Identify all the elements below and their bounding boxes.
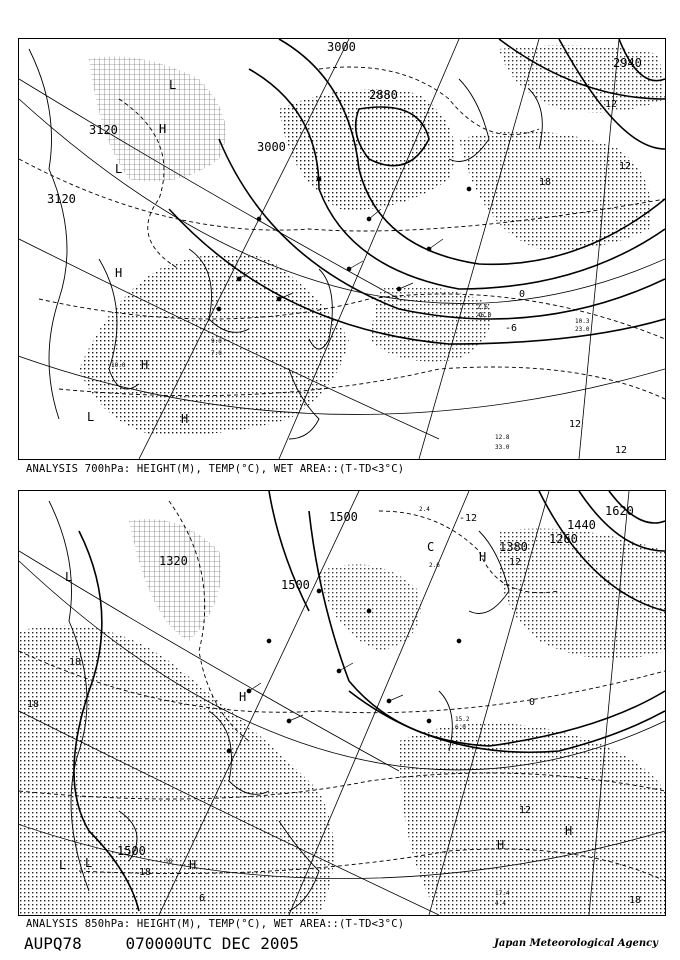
high-center: H [479, 550, 487, 564]
temp-label: 12 [519, 805, 532, 816]
svg-text:12.8: 12.8 [495, 434, 510, 441]
low-center: L [59, 858, 67, 872]
height-label: 2940 [613, 56, 642, 70]
high-center: H [189, 858, 197, 872]
temp-label: 0 [519, 289, 526, 300]
agency-name: Japan Meteorological Agency [494, 938, 658, 949]
chart-footer [24, 934, 299, 953]
height-label: 3000 [327, 40, 356, 54]
high-center: H [239, 690, 247, 704]
svg-text:18: 18 [165, 858, 173, 865]
svg-text:2.6: 2.6 [477, 304, 488, 311]
temp-label: 12 [615, 445, 628, 456]
low-center: L [115, 162, 123, 176]
svg-text:33.0: 33.0 [495, 444, 510, 451]
high-center: H [565, 824, 573, 838]
terrain-hatch [129, 519, 221, 641]
valid-time: 070000UTC DEC 2005 [125, 934, 299, 953]
svg-text:46.0: 46.0 [477, 312, 492, 319]
svg-text:15.2: 15.2 [455, 716, 470, 723]
high-center: H [159, 122, 167, 136]
temp-label: 18 [69, 657, 82, 668]
temp-label: 0 [529, 697, 536, 708]
temp-label: 18 [139, 867, 152, 878]
temp-label: 18 [629, 895, 642, 906]
low-center: L [169, 78, 177, 92]
svg-text:2.4: 2.4 [419, 506, 430, 513]
chart-panel-700hpa [18, 38, 666, 460]
svg-text:7.0: 7.0 [211, 350, 222, 357]
cold-center: C [427, 540, 435, 554]
height-label: 2880 [369, 88, 398, 102]
high-center: H [115, 266, 123, 280]
svg-text:4.4: 4.4 [495, 900, 506, 907]
high-center: H [141, 358, 149, 372]
height-label: 1500 [329, 510, 358, 524]
svg-text:9.0: 9.0 [211, 338, 222, 345]
caption-700hpa: ANALYSIS 700hPa: HEIGHT(M), TEMP(°C), WET AREA::(T-TD<3°C) [26, 463, 405, 475]
temp-label: -12 [459, 513, 478, 524]
low-center: L [87, 410, 95, 424]
height-label: 1500 [281, 578, 310, 592]
caption-850hpa: ANALYSIS 850hPa: HEIGHT(M), TEMP(°C), WET AREA::(T-TD<3°C) [26, 918, 405, 930]
height-label: 3000 [257, 140, 286, 154]
svg-text:23.0: 23.0 [575, 326, 590, 333]
temp-label: 18 [539, 177, 552, 188]
height-label: 3120 [47, 192, 76, 206]
svg-text:2.6: 2.6 [429, 562, 440, 569]
temp-label: 18 [27, 699, 40, 710]
svg-text:6.0: 6.0 [455, 724, 466, 731]
chart-panel-850hpa [18, 490, 666, 916]
temp-label: 6 [199, 893, 206, 904]
temp-label: 12 [605, 99, 618, 110]
temp-label: 12 [619, 161, 632, 172]
height-label: 3120 [89, 123, 118, 137]
low-center: L [65, 570, 73, 584]
chart-code: AUPQ78 [24, 934, 82, 953]
temp-label: 12 [509, 557, 522, 568]
high-center: H [181, 412, 189, 426]
height-label: 1440 [567, 518, 596, 532]
temp-label: -6 [505, 323, 518, 334]
wet-area-shading [19, 529, 665, 916]
height-label: 1380 [499, 540, 528, 554]
temp-label: 12 [569, 419, 582, 430]
low-center: L [85, 856, 93, 870]
svg-text:17.4: 17.4 [495, 890, 510, 897]
height-label: 1500 [117, 844, 146, 858]
terrain-hatch [89, 57, 226, 182]
height-label: 1320 [159, 554, 188, 568]
height-label: 1260 [549, 532, 578, 546]
height-label: 1620 [605, 504, 634, 518]
svg-text:10.3: 10.3 [575, 318, 590, 325]
svg-text:10.0: 10.0 [111, 362, 126, 369]
high-center: H [497, 838, 505, 852]
